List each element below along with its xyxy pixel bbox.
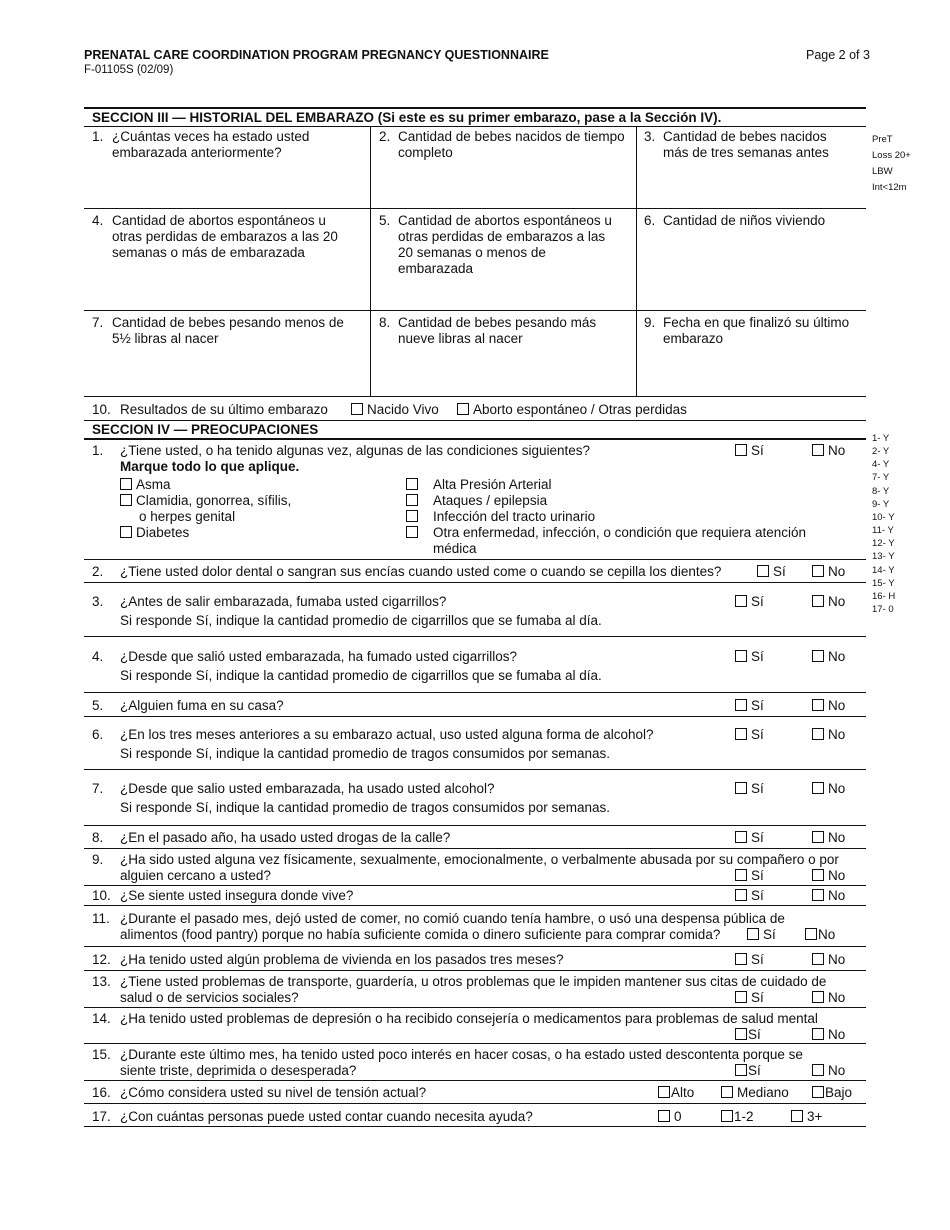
concern-q13-text: ¿Tiene usted problemas de transporte, guardería, u otros problemas que le impiden mantener sus citas de cuidado de [120,974,827,989]
checkbox[interactable] [805,928,817,940]
history-q4-text: Cantidad de abortos espontáneos u [112,213,326,228]
section3-heading: SECCION III — HISTORIAL DEL EMBARAZO (Si este es su primer embarazo, pase a la Sección IV). [92,110,722,125]
outcome-live-birth-option[interactable]: Nacido Vivo [351,402,439,418]
checkbox[interactable] [812,650,824,662]
row-rule [84,769,866,770]
side-code: 9- Y [872,499,890,510]
checkbox[interactable] [812,565,824,577]
concern-q8-text: ¿En el pasado año, ha usado usted drogas de la calle? [120,830,451,845]
concern-q9-number: 9. [92,852,104,867]
checkbox[interactable] [735,444,747,456]
row-rule [84,1043,866,1044]
concern-q2-number: 2. [92,564,104,579]
history-q1-text: ¿Cuántas veces ha estado usted [112,129,310,144]
concern-q11-number: 11. [92,911,110,926]
checkbox[interactable] [406,526,418,538]
checkbox[interactable] [812,699,824,711]
grid-row-rule [84,396,866,397]
grid-row-rule [84,208,866,209]
history-q4-text: otras perdidas de embarazos a las 20 [112,229,338,244]
side-code: 7- Y [872,472,890,483]
checkbox[interactable] [120,526,132,538]
side-code: 14- Y [872,565,895,576]
checkbox[interactable] [812,444,824,456]
q13-no-option[interactable]: No [812,990,845,1006]
q6-no-option[interactable]: No [812,727,845,743]
q15-no-option[interactable]: No [812,1063,845,1079]
page-number: Page 2 of 3 [806,48,870,62]
checkbox[interactable] [735,782,747,794]
support-zero-option[interactable]: 0 [658,1109,682,1125]
checkbox[interactable] [812,889,824,901]
q3-no-option[interactable]: No [812,594,845,610]
row-rule [84,905,866,906]
checkbox[interactable] [735,650,747,662]
concern-q15-text: ¿Durante este último mes, ha tenido usted poco interés en hacer cosas, o ha estado usted descontenta porque se [120,1047,803,1062]
row-rule [84,970,866,971]
q12-no-option[interactable]: No [812,952,845,968]
outcome-loss-option[interactable]: Aborto espontáneo / Otras perdidas [457,402,687,418]
row-rule [84,582,866,583]
history-q2-number: 2. [379,129,391,144]
checkbox[interactable] [406,494,418,506]
history-q8-text: Cantidad de bebes pesando más [398,315,597,330]
history-q10-number: 10. [92,402,111,417]
support-three-plus-option[interactable]: 3+ [791,1109,822,1125]
checkbox[interactable] [812,1086,824,1098]
row-rule [84,692,866,693]
history-q8-number: 8. [379,315,391,330]
checkbox[interactable] [812,831,824,843]
checkbox[interactable] [812,782,824,794]
q14-no-option[interactable]: No [812,1027,845,1043]
q13-yes-option[interactable]: Sí [735,990,764,1006]
history-q6-text: Cantidad de niños viviendo [663,213,826,228]
checkbox[interactable] [735,991,747,1003]
q2-no-option[interactable]: No [812,564,845,580]
history-q2-text: Cantidad de bebes nacidos de tiempo [398,129,625,144]
concern-q9-text: alguien cercano a usted? [120,868,271,883]
section3-heading-rule [84,126,866,127]
concern-q12-number: 12. [92,952,111,967]
history-q7-text: Cantidad de bebes pesando menos de [112,315,344,330]
checkbox[interactable] [735,869,747,881]
q7-yes-option[interactable]: Sí [735,781,764,797]
form-id: F-01105S (02/09) [84,64,174,76]
concern-q10-number: 10. [92,888,111,903]
section4-heading-rule [84,438,866,440]
q11-no-option[interactable]: No [805,927,835,943]
checkbox[interactable] [812,869,824,881]
row-rule [84,716,866,717]
concern-q12-text: ¿Ha tenido usted algún problema de vivienda en los pasados tres meses? [120,952,564,967]
history-q3-number: 3. [644,129,656,144]
grid-row-rule [84,310,866,311]
checkbox[interactable] [812,953,824,965]
side-code: 17- 0 [872,604,894,615]
concern-q5-text: ¿Alguien fuma en su casa? [120,698,284,713]
q9-no-option[interactable]: No [812,868,845,884]
grid-divider [636,126,637,396]
condition-uti[interactable]: Infección del tracto urinario [406,509,595,525]
concern-q3-number: 3. [92,594,104,609]
side-code: 2- Y [872,446,890,457]
side-code: LBW [872,166,893,177]
checkbox[interactable] [735,889,747,901]
side-code: PreT [872,134,893,145]
concern-q7-subtext: Si responde Sí, indique la cantidad promedio de tragos consumidos por semanas. [120,800,611,815]
side-code: 8- Y [872,486,890,497]
concern-q1-number: 1. [92,443,104,458]
checkbox[interactable] [735,1028,747,1040]
checkbox[interactable] [735,728,747,740]
condition-other[interactable]: Otra enfermedad, infección, o condición que requiera atención [406,525,806,541]
row-rule [84,1126,866,1127]
q7-no-option[interactable]: No [812,781,845,797]
row-rule [84,1007,866,1008]
q5-yes-option[interactable]: Sí [735,698,764,714]
checkbox[interactable] [735,831,747,843]
concern-q1-text: ¿Tiene usted, o ha tenido algunas vez, algunas de las condiciones siguientes? [120,443,591,458]
q15-yes-option[interactable]: Sí [735,1063,761,1079]
concern-q15-text: siente triste, deprimida o desesperada? [120,1063,357,1078]
q4-yes-option[interactable]: Sí [735,649,764,665]
condition-asthma[interactable]: Asma [120,477,171,493]
side-code: 10- Y [872,512,895,523]
q10-yes-option[interactable]: Sí [735,888,764,904]
side-code: 11- Y [872,525,894,536]
checkbox[interactable] [721,1086,733,1098]
concern-q16-text: ¿Cómo considera usted su nivel de tensión actual? [120,1085,427,1100]
history-q9-text: embarazo [663,331,724,346]
q9-yes-option[interactable]: Sí [735,868,764,884]
concern-q17-text: ¿Con cuántas personas puede usted contar cuando necesita ayuda? [120,1109,533,1124]
concern-q6-number: 6. [92,727,104,742]
concern-q15-number: 15. [92,1047,111,1062]
q4-no-option[interactable]: No [812,649,845,665]
history-q5-number: 5. [379,213,391,228]
concern-q14-number: 14. [92,1011,111,1026]
side-code: 1- Y [872,433,890,444]
q8-yes-option[interactable]: Sí [735,830,764,846]
q3-yes-option[interactable]: Sí [735,594,764,610]
history-q5-text: embarazada [398,261,474,276]
checkbox[interactable] [735,953,747,965]
section3-top-rule [84,107,866,109]
history-q5-text: 20 semanas o menos de [398,245,546,260]
history-q4-number: 4. [92,213,104,228]
row-rule [84,636,866,637]
condition-diabetes[interactable]: Diabetes [120,525,189,541]
section4-top-rule [84,420,866,421]
history-q9-number: 9. [644,315,656,330]
q8-no-option[interactable]: No [812,830,845,846]
checkbox[interactable] [406,510,418,522]
concern-q2-text: ¿Tiene usted dolor dental o sangran sus encías cuando usted come o cuando se cepilla los dientes? [120,564,722,579]
history-q10-text: Resultados de su último embarazo [120,402,328,417]
checkbox[interactable] [658,1110,670,1122]
q14-yes-option[interactable]: Sí [735,1027,761,1043]
concern-q11-text: ¿Durante el pasado mes, dejó usted de comer, no comió cuando tenía hambre, o usó una despensa pública de [120,911,785,926]
checkbox[interactable] [406,478,418,490]
history-q5-text: otras perdidas de embarazos a las [398,229,606,244]
checkbox[interactable] [812,1028,824,1040]
concern-q10-text: ¿Se siente usted insegura donde vive? [120,888,354,903]
side-code: 4- Y [872,459,890,470]
concern-q17-number: 17. [92,1109,111,1124]
row-rule [84,946,866,947]
section4-heading: SECCION IV — PREOCUPACIONES [92,422,319,437]
q1-no-option[interactable]: No [812,443,845,459]
q12-yes-option[interactable]: Sí [735,952,764,968]
concern-q4-number: 4. [92,649,104,664]
condition-sti[interactable]: Clamidia, gonorrea, sífilis, [120,493,291,509]
condition-seizures[interactable]: Ataques / epilepsia [406,493,547,509]
checkbox[interactable] [658,1086,670,1098]
concern-q13-text: salud o de servicios sociales? [120,990,299,1005]
row-rule [84,1103,866,1104]
concern-q9-text: ¿Ha sido usted alguna vez físicamente, sexualmente, emocionalmente, o verbalmente abusada por su compañero o por [120,852,839,867]
history-q3-text: más de tres semanas antes [663,145,829,160]
history-q6-number: 6. [644,213,656,228]
concern-q5-number: 5. [92,698,104,713]
concern-q16-number: 16. [92,1085,111,1100]
support-one-two-option[interactable]: 1-2 [721,1109,754,1125]
stress-medium-option[interactable]: Mediano [721,1085,789,1101]
side-code: 16- H [872,591,896,602]
stress-low-option[interactable]: Bajo [812,1085,852,1101]
checkbox[interactable] [120,478,132,490]
row-rule [84,825,866,826]
checkbox[interactable] [721,1110,733,1122]
row-rule [84,559,866,560]
checkbox[interactable] [735,595,747,607]
history-q7-number: 7. [92,315,104,330]
concern-q4-subtext: Si responde Sí, indique la cantidad promedio de cigarrillos que se fumaba al día. [120,668,602,683]
q6-yes-option[interactable]: Sí [735,727,764,743]
concern-q7-text: ¿Desde que salio usted embarazada, ha usado usted alcohol? [120,781,495,796]
concern-q13-number: 13. [92,974,111,989]
checkbox[interactable] [120,494,132,506]
history-q5-text: Cantidad de abortos espontáneos u [398,213,612,228]
q2-yes-option[interactable]: Sí [757,564,786,580]
condition-other-continued: médica [433,541,477,556]
side-code: 15- Y [872,578,895,589]
row-rule [84,885,866,886]
grid-divider [370,126,371,396]
concern-q14-text: ¿Ha tenido usted problemas de depresión o ha recibido consejería o medicamentos para problemas de salud mental [120,1011,818,1026]
checkbox[interactable] [791,1110,803,1122]
history-q1-number: 1. [92,129,104,144]
row-rule [84,848,866,849]
checkbox[interactable] [735,1064,747,1076]
concern-q1-instruction: Marque todo lo que aplique. [120,459,300,474]
concern-q6-subtext: Si responde Sí, indique la cantidad promedio de tragos consumidos por semanas. [120,746,611,761]
q10-no-option[interactable]: No [812,888,845,904]
checkbox[interactable] [812,991,824,1003]
checkbox[interactable] [747,928,759,940]
concern-q4-text: ¿Desde que salió usted embarazada, ha fumado usted cigarrillos? [120,649,517,664]
concern-q3-text: ¿Antes de salir embarazada, fumaba usted cigarrillos? [120,594,447,609]
history-q8-text: nueve libras al nacer [398,331,523,346]
history-q1-text: embarazada anteriormente? [112,145,282,160]
condition-sti-continued: o herpes genital [139,509,236,524]
row-rule [84,1080,866,1081]
q11-yes-option[interactable]: Sí [747,927,776,943]
side-code: 12- Y [872,538,895,549]
checkbox[interactable] [812,728,824,740]
concern-q3-subtext: Si responde Sí, indique la cantidad promedio de cigarrillos que se fumaba al día. [120,613,602,628]
stress-high-option[interactable]: Alto [658,1085,694,1101]
condition-high-blood-pressure[interactable]: Alta Presión Arterial [406,477,552,493]
concern-q11-text: alimentos (food pantry) porque no había suficiente comida o dinero suficiente para comprar comida? [120,927,721,942]
side-code: 13- Y [872,551,895,562]
concern-q7-number: 7. [92,781,104,796]
checkbox[interactable] [351,403,363,415]
side-code: Int<12m [872,182,907,193]
history-q9-text: Fecha en que finalizó su último [663,315,850,330]
checkbox[interactable] [735,699,747,711]
history-q3-text: Cantidad de bebes nacidos [663,129,827,144]
form-title: PRENATAL CARE COORDINATION PROGRAM PREGNANCY QUESTIONNAIRE [84,48,549,62]
concern-q8-number: 8. [92,830,104,845]
history-q4-text: semanas o más de embarazada [112,245,305,260]
history-q2-text: completo [398,145,453,160]
checkbox[interactable] [812,595,824,607]
q1-yes-option[interactable]: Sí [735,443,764,459]
concern-q6-text: ¿En los tres meses anteriores a su embarazo actual, uso usted alguna forma de alcohol? [120,727,654,742]
checkbox[interactable] [757,565,769,577]
history-q7-text: 5½ libras al nacer [112,331,219,346]
checkbox[interactable] [457,403,469,415]
side-code: Loss 20+ [872,150,911,161]
checkbox[interactable] [812,1064,824,1076]
q5-no-option[interactable]: No [812,698,845,714]
